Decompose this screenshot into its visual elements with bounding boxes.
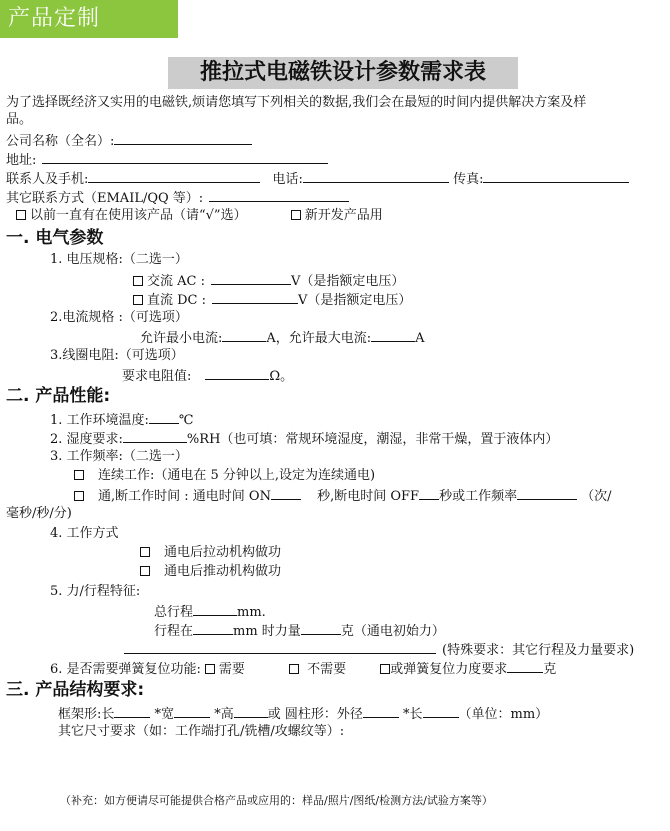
no-need-checkbox[interactable] [289,664,299,674]
ac-row [133,271,404,290]
stroke-at-field[interactable] [193,621,233,635]
cylinder-length-field[interactable] [423,704,459,718]
other-contact-row [6,188,349,207]
phone-field[interactable] [303,169,449,183]
ac-checkbox[interactable] [133,276,143,286]
temp-unit: ℃ [178,413,194,428]
dc-row [133,290,411,309]
current-min-field[interactable] [222,328,266,342]
cylinder-length-label: *长 [402,707,423,722]
resist-field[interactable] [205,366,269,380]
intro-line-2: 品。 [6,112,33,127]
company-label: 公司名称（全名）: [6,134,115,149]
other-contact-field[interactable] [209,188,349,202]
unit-label: （单位：mm） [458,707,549,722]
intermittent-unit-b: 毫秒/秒/分) [6,506,72,521]
spring-force-unit: 克 [543,662,557,677]
frame-row [58,704,548,723]
spring-label: 6. 是否需要弹簧复位功能: [50,662,201,677]
dc-checkbox[interactable] [133,295,143,305]
frame-length-field[interactable] [114,704,150,718]
person-label: 联系人及手机: [6,172,89,187]
current-label: 2.电流规格 :（可选项） [50,310,188,325]
company-row [6,131,252,150]
dc-label: 直流 DC : [147,293,207,308]
stroke-at-label: 行程在 [154,624,194,639]
dc-suffix: V（是指额定电压） [298,293,412,308]
resist-label: 3.线圈电阻:（可选项） [50,348,184,363]
ac-suffix: V（是指额定电压） [290,274,405,289]
resist-req-label: 要求电阻值: [122,369,192,384]
section-structure-heading: 三. 产品结构要求: [6,680,145,700]
frame-length-label: 框架形:长 [58,707,115,722]
spring-force-label: 或弹簧复位力度要求 [390,662,508,677]
intermittent-freq-label: 秒或工作频率 [439,489,518,504]
need-checkbox[interactable] [205,664,215,674]
voltage-label: 1. 电压规格:（二选一） [50,252,188,267]
ac-voltage-field[interactable] [211,271,291,285]
frequency-field[interactable] [517,486,577,500]
fax-label: 传真: [453,172,484,187]
force-unit: 克（通电初始力） [340,624,445,639]
address-label: 地址: [6,153,37,168]
intermittent-row [74,486,611,505]
company-field[interactable] [114,131,252,145]
used-before-label: 以前一直有在使用该产品（请“√”选） [30,208,247,223]
pull-row [140,544,281,561]
on-time-field[interactable] [271,486,301,500]
usage-row [16,207,383,224]
temp-row [50,410,193,429]
humidity-field[interactable] [123,429,187,443]
footnote: （补充：如方便请尽可能提供合格产品或应用的：样品/照片/图纸/检测方法/试验方案等） [60,794,493,807]
humidity-label: 2. 湿度要求: [50,432,123,447]
frequency-label: 3. 工作频率:（二选一） [50,449,188,464]
temp-field[interactable] [149,410,179,424]
humidity-suffix: %RH（也可填：常规环境湿度，潮湿，非常干燥，置于液体内） [186,432,559,447]
continuous-row [74,467,375,484]
frame-width-field[interactable] [174,704,210,718]
work-mode-label: 4. 工作方式 [50,526,119,541]
resist-unit: Ω。 [269,369,294,384]
frame-width-label: *宽 [154,707,175,722]
section-electrical-heading: 一. 电气参数 [6,228,104,248]
intro-line-1: 为了选择既经济又实用的电磁铁,烦请您填写下列相关的数据,我们会在最短的时间内提供解决方案及样 [6,95,587,110]
intermittent-checkbox[interactable] [74,491,84,501]
pull-label: 通电后拉动机构做功 [164,545,282,560]
special-row [124,640,634,659]
ac-label: 交流 AC : [147,274,205,289]
total-stroke-label: 总行程 [154,605,194,620]
contact-row [6,169,629,188]
force-stroke-label: 5. 力/行程特征: [50,584,141,599]
fax-field[interactable] [483,169,629,183]
frame-height-label: *高 [214,707,234,722]
push-row [140,563,281,580]
current-mid-label: A，允许最大电流: [266,331,372,346]
new-product-label: 新开发产品用 [304,208,383,223]
person-field[interactable] [88,169,260,183]
dc-voltage-field[interactable] [212,290,298,304]
total-stroke-row [154,602,266,621]
pull-checkbox[interactable] [140,547,150,557]
section-performance-heading: 二. 产品性能: [6,386,111,406]
total-stroke-field[interactable] [193,602,237,616]
current-min-label: 允许最小电流: [140,331,223,346]
humidity-row [50,429,558,448]
temp-label: 1. 工作环境温度: [50,413,149,428]
address-row [6,150,328,169]
current-max-field[interactable] [371,328,415,342]
current-row [140,328,425,347]
stroke-force-row [154,621,445,640]
other-size-label: 其它尺寸要求（如：工作端打孔/铣槽/攻螺纹等）: [58,724,345,739]
push-label: 通电后推动机构做功 [164,564,282,579]
intermittent-unit-a: （次/ [581,489,612,504]
used-before-checkbox[interactable] [16,210,26,220]
new-product-checkbox[interactable] [291,210,301,220]
no-need-label: 不需要 [307,662,347,677]
form-title: 推拉式电磁铁设计参数需求表 [168,57,518,89]
continuous-checkbox[interactable] [74,470,84,480]
need-label: 需要 [218,662,245,677]
header-tag: 产品定制 [0,0,178,38]
spring-force-checkbox[interactable] [380,664,390,674]
intermittent-off-label: 秒,断电时间 OFF [317,489,420,504]
current-unit: A [415,331,425,346]
spring-row [50,659,556,678]
other-contact-label: 其它联系方式（EMAIL/QQ 等）: [6,191,204,206]
special-field[interactable] [124,640,436,654]
continuous-label: 连续工作:（通电在 5 分钟以上,设定为连续通电) [98,468,376,483]
phone-label: 电话: [272,172,303,187]
total-stroke-unit: mm. [237,605,266,620]
intermittent-on-label: 通,断工作时间 : 通电时间 ON [98,489,271,504]
force-at-label: mm 时力量 [233,624,301,639]
push-checkbox[interactable] [140,566,150,576]
cylinder-diameter-field[interactable] [363,704,399,718]
force-field[interactable] [301,621,341,635]
off-time-field[interactable] [419,486,439,500]
cylinder-diameter-label: 或 圆柱形：外径 [267,707,363,722]
resist-row [122,366,293,385]
special-label: (特殊要求：其它行程及力量要求) [442,643,635,658]
address-field[interactable] [42,150,328,164]
spring-force-field[interactable] [507,659,543,673]
frame-height-field[interactable] [234,704,268,718]
